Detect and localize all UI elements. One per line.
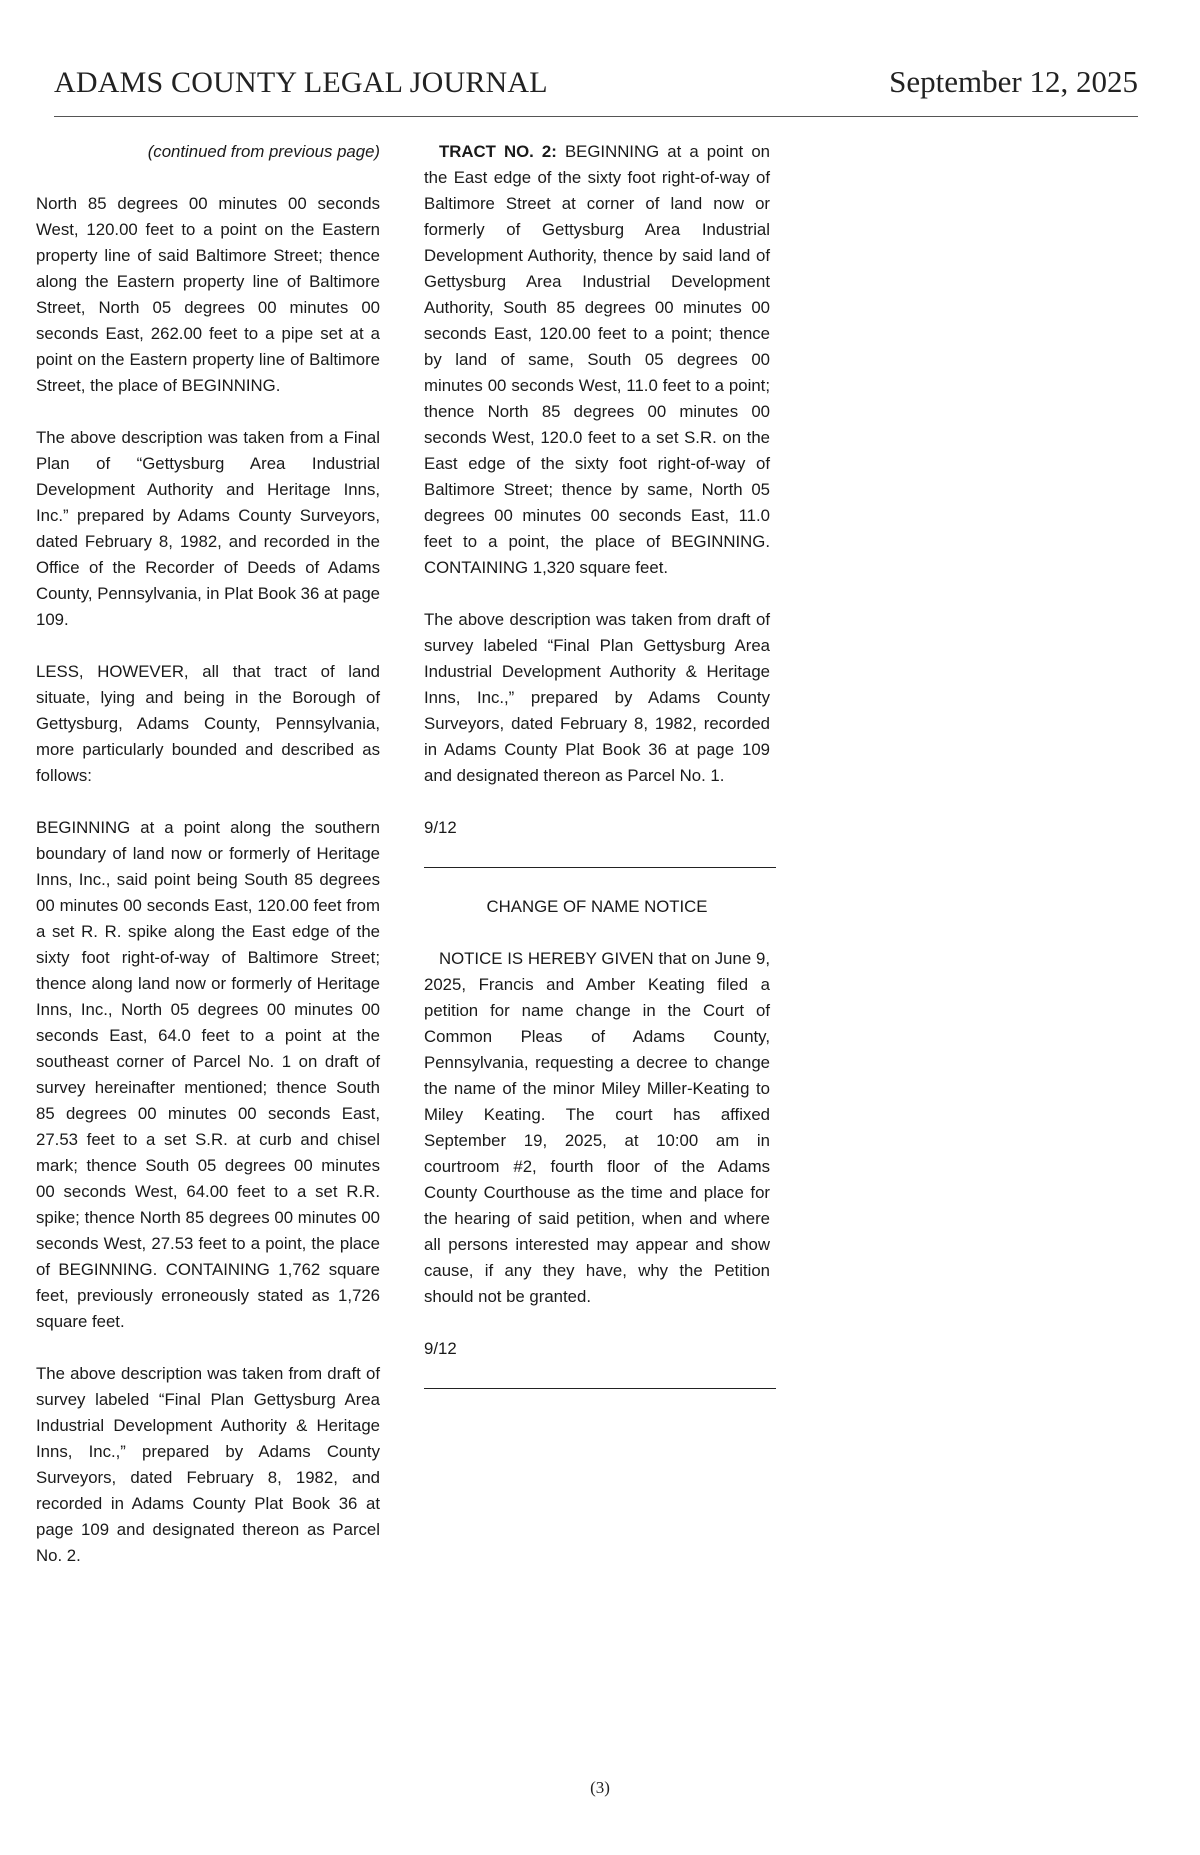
issue-date: September 12, 2025 xyxy=(889,64,1138,99)
notice-divider xyxy=(424,867,776,868)
notice-date-tag: 9/12 xyxy=(424,1339,457,1358)
legal-paragraph: North 85 degrees 00 minutes 00 seconds West, 120.00 feet to a point on the Eastern property line of said Baltimore Street; thence along the Eastern property line of Baltimore Street, North 05 degrees 00 minutes 00 seconds East, 262.00 feet to a pipe set at a point on the Eastern property line of Baltimore Street, the place of BEGINNING. xyxy=(36,194,380,395)
tract-paragraph xyxy=(424,139,770,581)
journal-title: ADAMS COUNTY LEGAL JOURNAL xyxy=(54,66,548,99)
legal-paragraph: The above description was taken from draft of survey labeled “Final Plan Gettysburg Area Industrial Development Authority & Heritage Inns, Inc.,” prepared by Adams County Surveyors, dated February 8, 1982, recorded in Adams County Plat Book 36 at page 109 and designated thereon as Parcel No. 1. xyxy=(424,610,770,785)
legal-paragraph: The above description was taken from draft of survey labeled “Final Plan Gettysburg Area Industrial Development Authority & Heritage Inns, Inc.,” prepared by Adams County Surveyors, dated February 8, 1982, and recorded in Adams County Plat Book 36 at page 109 and designated thereon as Parcel No. 2. xyxy=(36,1364,380,1565)
legal-paragraph: LESS, HOWEVER, all that tract of land situate, lying and being in the Borough of Gettysburg, Adams County, Pennsylvania, more particularly bounded and described as follows: xyxy=(36,662,380,785)
page-number: (3) xyxy=(590,1778,610,1797)
left-column xyxy=(36,139,380,1595)
right-column xyxy=(424,139,770,1415)
tract-label: TRACT NO. 2: xyxy=(439,142,557,161)
notice-date-tag: 9/12 xyxy=(424,818,457,837)
notice-divider xyxy=(424,1388,776,1389)
journal-header xyxy=(54,64,1138,117)
notice-heading: CHANGE OF NAME NOTICE xyxy=(486,897,708,916)
legal-paragraph: BEGINNING at a point along the southern boundary of land now or formerly of Heritage Inns, Inc., said point being South 85 degrees 00 minutes 00 seconds East, 120.00 feet from a set R. R. spike along the East edge of the sixty foot right-of-way of Baltimore Street; thence along land now or formerly of Heritage Inns, Inc., North 05 degrees 00 minutes 00 seconds East, 64.0 feet to a point at the southeast corner of Parcel No. 1 on draft of survey hereinafter mentioned; thence South 85 degrees 00 minutes 00 seconds East, 27.53 feet to a set S.R. at curb and chisel mark; thence South 05 degrees 00 minutes 00 seconds West, 64.00 feet to a set R.R. spike; thence North 85 degrees 00 minutes 00 seconds West, 27.53 feet to a point, the place of BEGINNING. CONTAINING 1,762 square feet, previously erroneously stated as 1,726 square feet. xyxy=(36,818,380,1331)
legal-paragraph: The above description was taken from a Final Plan of “Gettysburg Area Industrial Development Authority and Heritage Inns, Inc.” prepared by Adams County Surveyors, dated February 8, 1982, and recorded in the Office of the Recorder of Deeds of Adams County, Pennsylvania, in Plat Book 36 at page 109. xyxy=(36,428,380,629)
continued-note: (continued from previous page) xyxy=(147,142,380,161)
tract-text: BEGINNING at a point on the East edge of the sixty foot right-of-way of Baltimore Street at corner of land now or formerly of Gettysburg Area Industrial Development Authority, thence by said land of Gettysburg Area Industrial Development Authority, South 85 degrees 00 minutes 00 seconds East, 120.00 feet to a point; thence by land of same, South 05 degrees 00 minutes 00 seconds West, 11.0 feet to a point; thence North 85 degrees 00 minutes 00 seconds West, 120.0 feet to a set S.R. on the East edge of the sixty foot right-of-way of Baltimore Street; thence by same, North 05 degrees 00 minutes 00 seconds East, 11.0 feet to a point, the place of BEGINNING. CONTAINING 1,320 square feet. xyxy=(424,142,770,577)
notice-paragraph: NOTICE IS HEREBY GIVEN that on June 9, 2025, Francis and Amber Keating filed a petition for name change in the Court of Common Pleas of Adams County, Pennsylvania, requesting a decree to change the name of the minor Miley Miller-Keating to Miley Keating. The court has affixed September 19, 2025, at 10:00 am in courtroom #2, fourth floor of the Adams County Courthouse as the time and place for the hearing of said petition, when and where all persons interested may appear and show cause, if any they have, why the Petition should not be granted. xyxy=(424,949,770,1306)
